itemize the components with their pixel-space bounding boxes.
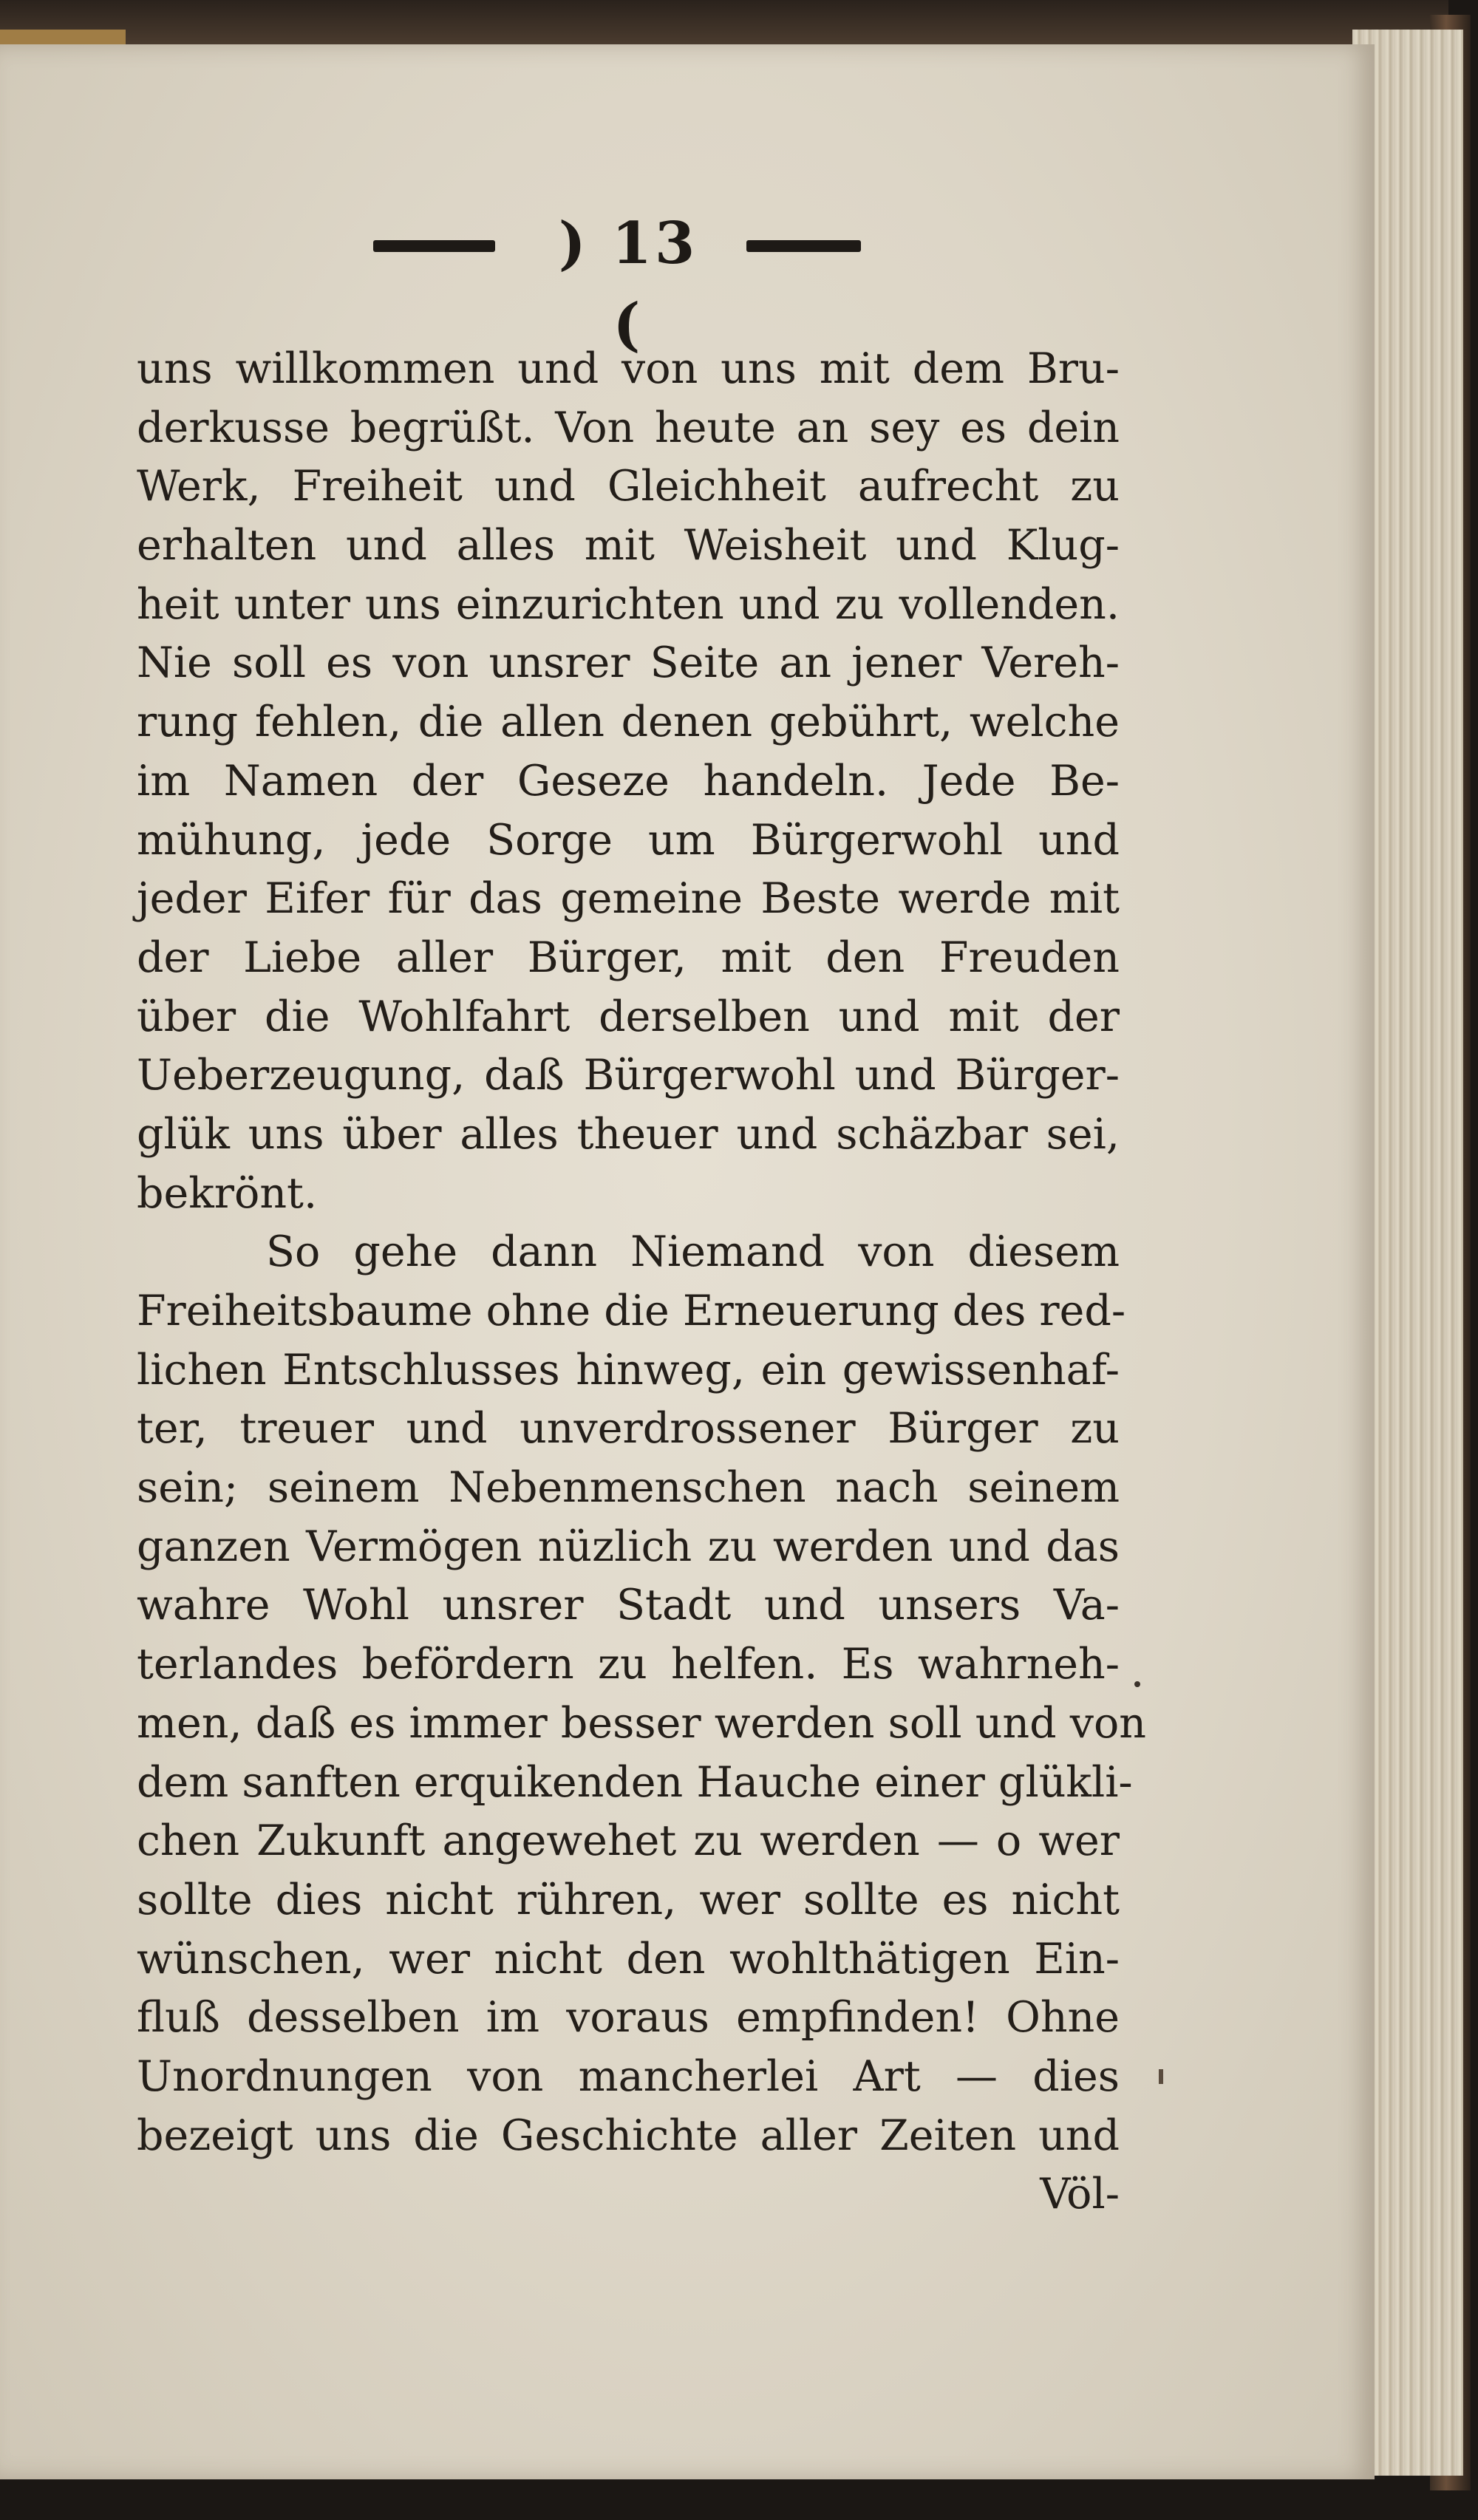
text-line: Unordnungen von mancherlei Art — dies [137,2051,1120,2101]
text-line: ganzen Vermögen nüzlich zu werden und das [137,1522,1120,1571]
text-line: sein; seinem Nebenmenschen nach seinem [137,1463,1120,1513]
text-line: bekrönt. [137,1168,318,1218]
text-line: fluß desselben im voraus empfinden! Ohne [137,1993,1120,2043]
text-line: Ueberzeugung, daß Bürgerwohl und Bürger- [137,1051,1120,1100]
text-line: der Liebe aller Bürger, mit den Freuden [137,933,1120,982]
page-number: ) 13 ( [558,210,698,358]
text-line: derkusse begrüßt. Von heute an sey es dein [137,403,1120,452]
text-line: wahre Wohl unsrer Stadt und unsers Va- [137,1581,1120,1630]
text-line: rung fehlen, die allen denen gebührt, welche [137,698,1120,747]
text-line: jeder Eifer für das gemeine Beste werde mit [137,874,1120,924]
text-line: über die Wohlfahrt derselben und mit der [137,992,1120,1041]
text-line: Werk, Freiheit und Gleichheit aufrecht zu [137,462,1120,511]
text-line: lichen Entschlusses hinweg, ein gewissenhaf- [137,1345,1120,1394]
page-leaf [0,44,1375,2479]
text-line: im Namen der Geseze handeln. Jede Be- [137,756,1120,806]
margin-tick [1159,2069,1163,2084]
text-line: chen Zukunft angewehet zu werden — o wer [137,1816,1120,1866]
text-line-paragraph-start: So gehe dann Niemand von diesem [266,1227,1120,1277]
header-rule-left [373,240,495,252]
text-line: dem sanften erquikenden Hauche einer glükli- [137,1757,1133,1807]
text-line: ter, treuer und unverdrossener Bürger zu [137,1404,1120,1454]
text-line: heit unter uns einzurichten und zu vollenden. [137,579,1120,629]
text-line: men, daß es immer besser werden soll und von [137,1698,1146,1748]
text-line: terlandes befördern zu helfen. Es wahrneh- [137,1640,1120,1689]
catchword: Völ- [1040,2170,1120,2219]
text-line: Nie soll es von unsrer Seite an jener Vereh- [137,638,1120,688]
body-text [137,340,1146,2224]
text-line: glük uns über alles theuer und schäzbar sei, [137,1109,1120,1159]
header-rule-right [746,240,861,252]
text-line: mühung, jede Sorge um Bürgerwohl und [137,815,1120,865]
text-line: bezeigt uns die Geschichte aller Zeiten und [137,2111,1120,2160]
margin-dot [1134,1681,1140,1687]
page-header [0,203,1375,358]
text-line: wünschen, wer nicht den wohlthätigen Ein- [137,1934,1120,1983]
text-line: Freiheitsbaume ohne die Erneuerung des red- [137,1287,1126,1335]
text-line: uns willkommen und von uns mit dem Bru- [137,344,1120,393]
text-line: erhalten und alles mit Weisheit und Klug- [137,521,1120,571]
text-line: sollte dies nicht rühren, wer sollte es nicht [137,1875,1120,1924]
